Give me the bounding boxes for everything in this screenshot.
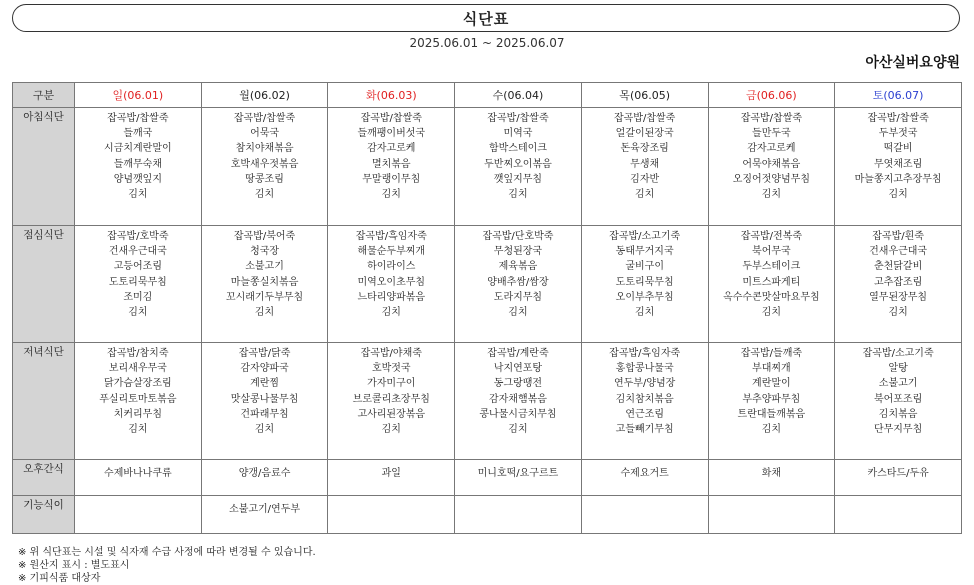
menu-item: 잡곡밥/흑임자죽 — [355, 231, 427, 242]
menu-item: 고들빼기무침 — [615, 424, 674, 436]
snack-cell: 양갱/음료수 — [201, 460, 328, 496]
menu-item: 치커리무침 — [113, 408, 162, 420]
menu-item: 김치 — [888, 307, 908, 319]
menu-item: 두부젓국 — [878, 128, 918, 140]
menu-title-box — [12, 4, 960, 32]
lunch-row — [13, 226, 962, 343]
menu-item: 콩나물시금치무침 — [479, 408, 557, 420]
menu-item: 홍합콩나물국 — [615, 363, 674, 375]
menu-item: 잡곡밥/닭죽 — [238, 348, 291, 359]
menu-item: 김치 — [128, 424, 148, 436]
menu-item: 멸치볶음 — [371, 158, 411, 170]
menu-item: 김치 — [635, 189, 655, 201]
day-date: (06.03) — [376, 89, 417, 102]
menu-item: 참치야채볶음 — [235, 143, 294, 155]
facility-name: 아산실버요양원 — [865, 55, 960, 71]
therapy-cell — [328, 496, 455, 534]
menu-item: 김치 — [254, 189, 275, 201]
menu-item: 얼갈이된장국 — [615, 128, 674, 140]
meal-cell — [455, 108, 582, 226]
menu-item: 조미김 — [123, 291, 153, 303]
breakfast-row — [13, 108, 962, 226]
menu-item: 도토리묵무침 — [615, 276, 674, 288]
day-header — [835, 83, 962, 108]
meal-cell — [708, 226, 835, 343]
menu-item: 단무지무침 — [873, 424, 923, 436]
note-origin: ※ 원산지 표시 : 별도표시 — [18, 560, 130, 571]
menu-item: 김자반 — [630, 173, 660, 185]
menu-item: 미역국 — [503, 128, 533, 140]
menu-item: 김치 — [508, 424, 528, 436]
menu-item: 함박스테이크 — [488, 143, 547, 155]
menu-item: 김치 — [761, 424, 782, 436]
menu-item: 트란대들깨볶음 — [737, 408, 806, 420]
menu-item: 북어포조림 — [873, 393, 923, 405]
menu-item: 부추양파무침 — [742, 393, 801, 405]
menu-item: 오징어젓양념무침 — [732, 173, 810, 185]
menu-period: 2025.06.01 ~ 2025.06.07 — [409, 36, 565, 50]
menu-item: 잡곡밥/북어죽 — [233, 231, 296, 242]
day-header — [75, 83, 202, 108]
menu-item: 낙지연포탕 — [493, 363, 543, 375]
therapy-diet-row — [13, 496, 962, 534]
menu-item: 잡곡밥/참치죽 — [107, 348, 169, 359]
menu-item: 도토리묵무침 — [108, 276, 167, 288]
menu-item: 건새우근대국 — [108, 246, 167, 258]
menu-item: 떡갈비 — [883, 143, 913, 155]
menu-item: 김치 — [254, 424, 275, 436]
day-date: (06.02) — [249, 89, 290, 102]
day-name: 화 — [365, 89, 377, 102]
menu-item: 굴비구이 — [625, 261, 664, 273]
snack-cell: 수제요거트 — [581, 460, 708, 496]
menu-item: 호박젓국 — [371, 363, 411, 375]
menu-item: 김치 — [381, 307, 401, 319]
menu-item: 소불고기 — [245, 261, 284, 273]
day-date: (06.05) — [629, 89, 671, 102]
menu-item: 잡곡밥/찹쌀죽 — [867, 113, 929, 124]
note-change: ※ 위 식단표는 시설 및 식자재 수급 사정에 따라 변경될 수 있습니다. — [18, 547, 316, 558]
menu-item: 보리새우무국 — [108, 363, 167, 375]
menu-item: 양배추쌈/쌈장 — [487, 276, 549, 288]
meal-cell — [455, 343, 582, 460]
row-label: 저녁식단 — [13, 343, 75, 460]
menu-item: 마늘쫑지고추장무침 — [854, 173, 942, 185]
day-header — [708, 83, 835, 108]
therapy-cell — [75, 496, 202, 534]
menu-item: 마늘쫑실치볶음 — [230, 276, 299, 288]
menu-item: 감자양파국 — [240, 363, 289, 375]
menu-item: 김치 — [635, 307, 655, 319]
snack-cell: 과일 — [328, 460, 455, 496]
weekly-menu-table — [12, 82, 962, 534]
meal-cell — [328, 343, 455, 460]
day-date: (06.04) — [503, 89, 544, 102]
menu-item: 오이부추무침 — [615, 291, 674, 303]
meal-cell — [328, 108, 455, 226]
menu-item: 동태무거지국 — [615, 246, 674, 258]
menu-item: 계란말이 — [752, 378, 791, 390]
menu-item: 김치 — [761, 189, 782, 201]
snack-cell: 수제바나나쿠류 — [75, 460, 202, 496]
menu-item: 잡곡밥/찹쌀죽 — [360, 113, 422, 124]
menu-item: 해물순두부찌개 — [357, 246, 426, 258]
note-avoid: ※ 기피식품 대상자 — [18, 573, 101, 584]
menu-item: 고사리된장볶음 — [357, 408, 426, 420]
menu-item: 들깨국 — [123, 128, 153, 140]
menu-item: 무말랭이무침 — [362, 173, 421, 185]
menu-item: 감자고로케 — [747, 143, 796, 155]
menu-item: 잡곡밥/단호박죽 — [482, 231, 554, 242]
menu-item: 청국장 — [250, 246, 280, 258]
menu-item: 잡곡밥/흑임자죽 — [609, 348, 681, 359]
menu-item: 김치 — [128, 189, 148, 201]
menu-item: 땅콩조림 — [245, 173, 284, 185]
meal-cell — [581, 108, 708, 226]
meal-cell — [708, 108, 835, 226]
menu-item: 김치 — [761, 307, 782, 319]
menu-item: 제육볶음 — [498, 261, 538, 273]
menu-item: 감자채햄볶음 — [488, 393, 547, 405]
menu-item: 깻잎지무침 — [493, 173, 543, 185]
meal-cell — [201, 343, 328, 460]
menu-item: 옥수수콘맛살마요무침 — [723, 291, 820, 303]
menu-item: 연근조림 — [625, 408, 664, 420]
menu-item: 어묵국 — [250, 128, 280, 140]
menu-item: 시금치계란말이 — [104, 143, 172, 155]
therapy-cell: 소불고기/연두부 — [201, 496, 328, 534]
meal-cell — [75, 108, 202, 226]
therapy-cell — [708, 496, 835, 534]
menu-item: 무엿채조림 — [873, 158, 923, 170]
meal-cell — [455, 226, 582, 343]
menu-item: 두반찌오이볶음 — [484, 158, 552, 170]
meal-cell — [708, 343, 835, 460]
dinner-row — [13, 343, 962, 460]
snack-row — [13, 460, 962, 496]
menu-item: 꼬시래기두부무침 — [225, 291, 304, 303]
menu-item: 호박새우젓볶음 — [230, 158, 299, 170]
menu-item: 김치 — [128, 307, 148, 319]
notes — [18, 546, 316, 585]
menu-item: 김치볶음 — [878, 408, 918, 420]
menu-item: 들깨팽이버섯국 — [357, 128, 426, 140]
day-header — [455, 83, 582, 108]
meal-cell — [201, 108, 328, 226]
menu-item: 건새우근대국 — [869, 246, 928, 258]
menu-item: 잡곡밥/야채죽 — [360, 348, 422, 359]
day-date: (06.01) — [123, 89, 164, 102]
menu-item: 두부스테이크 — [742, 261, 801, 273]
menu-item: 김치 — [381, 424, 401, 436]
menu-item: 알탕 — [888, 363, 908, 375]
menu-item: 잡곡밥/흰죽 — [872, 231, 924, 242]
day-header — [581, 83, 708, 108]
menu-item: 잡곡밥/찹쌀죽 — [487, 113, 549, 124]
day-name: 토 — [872, 89, 884, 102]
menu-item: 잡곡밥/찹쌀죽 — [613, 113, 676, 124]
day-date: (06.07) — [883, 89, 924, 102]
menu-item: 하이라이스 — [367, 261, 416, 273]
menu-item: 미트스파게티 — [742, 276, 801, 288]
menu-item: 김치참치볶음 — [615, 393, 674, 405]
menu-item: 잡곡밥/들깨죽 — [740, 348, 803, 359]
menu-item: 잡곡밥/찹쌀죽 — [740, 113, 803, 124]
meal-cell — [75, 226, 202, 343]
menu-item: 잡곡밥/계란죽 — [487, 348, 549, 359]
header-row — [13, 83, 962, 108]
row-label: 아침식단 — [13, 108, 75, 226]
menu-item: 고추잡조림 — [873, 276, 923, 288]
day-name: 일 — [112, 89, 124, 102]
meal-cell — [328, 226, 455, 343]
day-name: 목 — [619, 89, 630, 102]
day-name: 월 — [239, 89, 250, 102]
menu-item: 고등어조림 — [113, 261, 162, 273]
therapy-cell — [835, 496, 962, 534]
meal-cell — [201, 226, 328, 343]
menu-item: 무생채 — [630, 158, 660, 170]
menu-item: 부대찌개 — [752, 363, 791, 375]
menu-item: 도라지무침 — [493, 291, 543, 303]
therapy-cell — [455, 496, 582, 534]
menu-item: 잡곡밥/호박죽 — [107, 231, 169, 242]
menu-item: 소불고기 — [878, 378, 918, 390]
menu-item: 열무된장무침 — [869, 291, 928, 303]
day-name: 수 — [492, 89, 504, 102]
menu-item: 김치 — [381, 189, 401, 201]
day-header — [201, 83, 328, 108]
row-label: 기능식이 — [13, 496, 75, 534]
menu-item: 가자미구이 — [367, 378, 416, 390]
menu-item: 잡곡밥/소고기죽 — [862, 348, 934, 359]
menu-item: 들깨무숙채 — [113, 158, 162, 170]
menu-item: 잡곡밥/소고기죽 — [609, 231, 681, 242]
menu-item: 감자고로케 — [367, 143, 416, 155]
menu-item: 닭가슴살장조림 — [104, 378, 172, 390]
menu-item: 잡곡밥/찹쌀죽 — [233, 113, 296, 124]
menu-item: 돈육장조림 — [620, 143, 669, 155]
meal-cell — [835, 226, 962, 343]
menu-item: 동그랑땡전 — [493, 378, 543, 390]
corner-label: 구분 — [13, 83, 75, 108]
meal-cell — [581, 226, 708, 343]
menu-item: 북어무국 — [752, 246, 791, 258]
snack-cell: 미니호떡/요구르트 — [455, 460, 582, 496]
menu-item: 브로콜리초장무침 — [352, 393, 430, 405]
meal-cell — [581, 343, 708, 460]
snack-cell: 화채 — [708, 460, 835, 496]
menu-item: 무청된장국 — [493, 246, 543, 258]
menu-item: 잡곡밥/찹쌀죽 — [107, 113, 169, 124]
day-header — [328, 83, 455, 108]
menu-item: 계란찜 — [250, 378, 280, 390]
menu-item: 미역오이초무침 — [357, 276, 426, 288]
meal-cell — [835, 108, 962, 226]
menu-item: 김치 — [888, 189, 908, 201]
menu-item: 어묵야채볶음 — [742, 158, 801, 170]
menu-item: 춘천닭갈비 — [873, 261, 923, 273]
menu-item: 김치 — [508, 189, 528, 201]
menu-item: 건파래무침 — [240, 408, 289, 420]
snack-cell: 카스타드/두유 — [835, 460, 962, 496]
menu-item: 푸실리토마토볶음 — [99, 393, 177, 405]
menu-item: 김치 — [254, 307, 275, 319]
meal-cell — [75, 343, 202, 460]
row-label: 점심식단 — [13, 226, 75, 343]
meal-cell — [835, 343, 962, 460]
page-title: 식단표 — [462, 9, 510, 28]
menu-item: 잡곡밥/전복죽 — [740, 231, 803, 242]
therapy-cell — [581, 496, 708, 534]
day-date: (06.06) — [756, 89, 797, 102]
menu-item: 느타리양파볶음 — [357, 291, 426, 303]
menu-item: 김치 — [508, 307, 528, 319]
day-name: 금 — [746, 89, 757, 102]
menu-item: 맛살콩나물무침 — [230, 393, 299, 405]
row-label: 오후간식 — [13, 460, 75, 496]
menu-item: 들만두국 — [752, 128, 791, 140]
menu-item: 양념깻잎지 — [113, 173, 162, 185]
menu-item: 연두부/양념장 — [613, 378, 676, 390]
